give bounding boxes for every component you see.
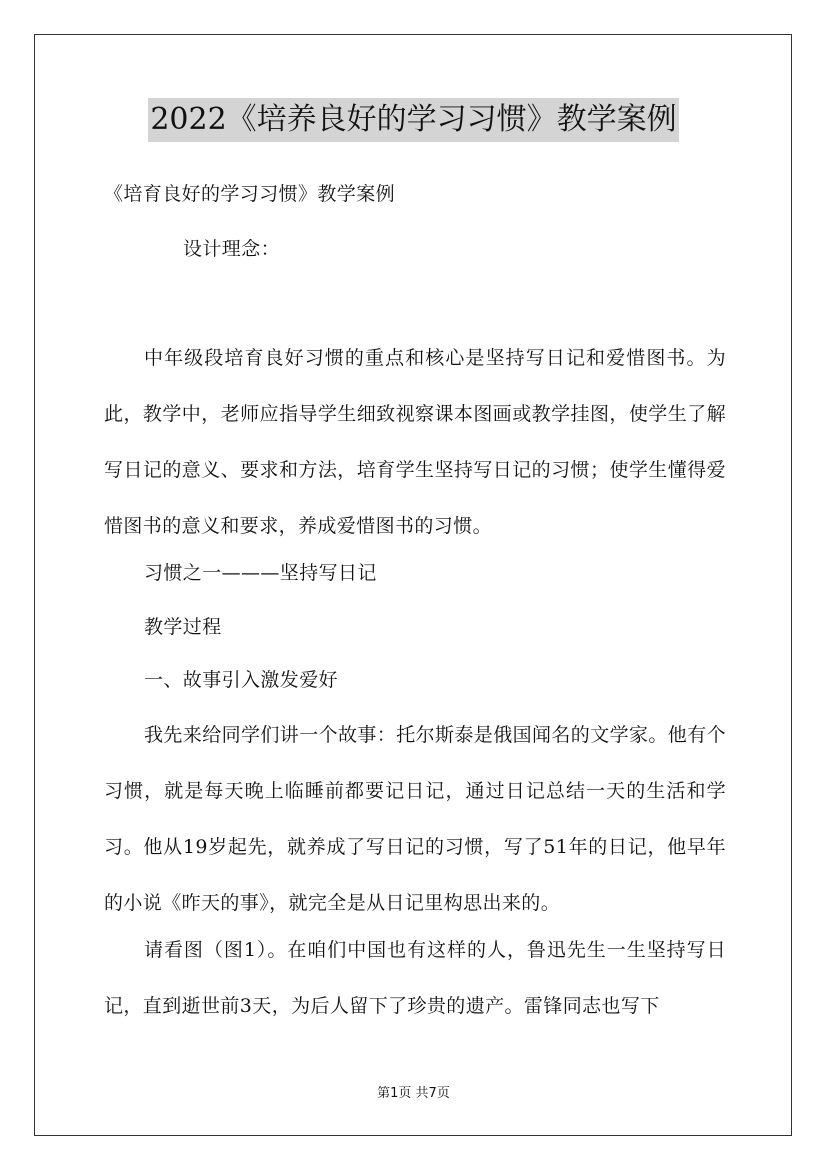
- body-paragraph-story: 我先来给同学们讲一个故事：托尔斯泰是俄国闻名的文学家。他有个习惯，就是每天晚上临睡前都要记日记，通过日记总结一天的生活和学习。他从19岁起先，就养成了写日记的习惯，写了51年的日记，他早年的小说《昨天的事》，就完全是从日记里构思出来的。: [104, 724, 727, 914]
- body-paragraph-intro: 中年级段培育良好习惯的重点和核心是坚持写日记和爱惜图书。为此，教学中，老师应指导学生细致视察课本图画或教学挂图，使学生了解写日记的意义、要求和方法，培育学生坚持写日记的习惯；使学生懂得爱惜图书的意义和要求，养成爱惜图书的习惯。: [104, 347, 726, 537]
- section-one-heading: 一、故事引入激发爱好: [144, 669, 339, 691]
- body-paragraph-figure: 请看图（图1）。在咱们中国也有这样的人，鲁迅先生一生坚持写日记，直到逝世前3天，为后人留下了珍贵的遗产。雷锋同志也写下: [104, 939, 726, 1017]
- design-concept-heading: 设计理念：: [183, 238, 281, 260]
- habit-one-heading: 习惯之一———坚持写日记: [144, 562, 377, 584]
- teaching-process-heading: 教学过程: [144, 616, 222, 638]
- document-title: 2022《培养良好的学习习惯》教学案例: [148, 98, 678, 142]
- page-footer: 第1页 共7页: [377, 1086, 450, 1101]
- subtitle-paragraph: 《培育良好的学习习惯》教学案例: [104, 183, 396, 205]
- title-container: [0, 98, 827, 142]
